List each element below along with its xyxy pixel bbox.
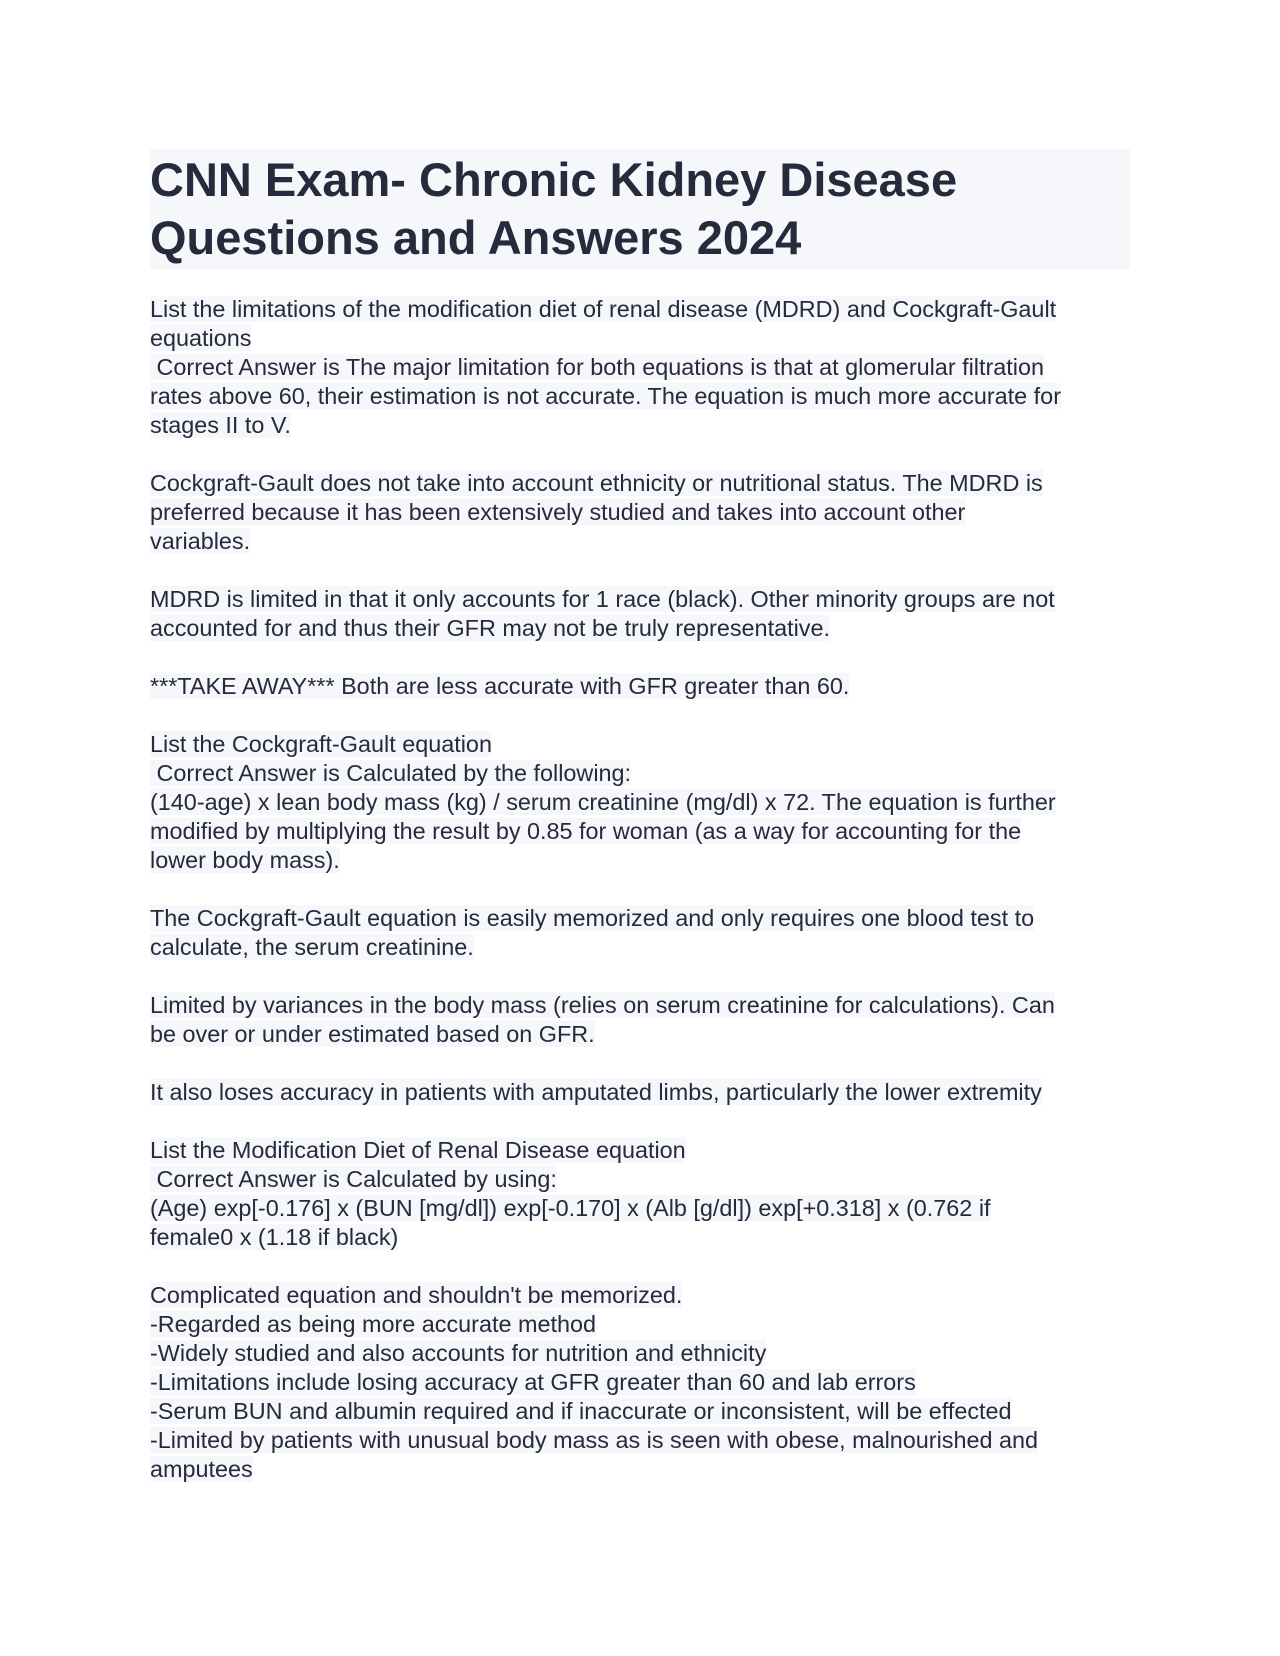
text-line xyxy=(150,1339,1130,1368)
text-line xyxy=(150,353,1130,382)
text-line xyxy=(150,1136,1130,1165)
text-line xyxy=(150,1194,1130,1223)
text-line-content: (140-age) x lean body mass (kg) / serum creatinine (mg/dl) x 72. The equation is further xyxy=(150,789,1056,815)
text-line-content: preferred because it has been extensively studied and takes into account other xyxy=(150,499,966,525)
text-line xyxy=(150,759,1130,788)
text-line xyxy=(150,1078,1130,1107)
text-line-content: -Widely studied and also accounts for nutrition and ethnicity xyxy=(150,1340,767,1366)
text-line xyxy=(150,1281,1130,1310)
text-line xyxy=(150,498,1130,527)
text-line-content: (Age) exp[-0.176] x (BUN [mg/dl]) exp[-0.170] x (Alb [g/dl]) exp[+0.318] x (0.762 if xyxy=(150,1195,991,1221)
paragraph xyxy=(150,991,1130,1049)
text-line-content: Correct Answer is Calculated by using: xyxy=(150,1166,557,1192)
paragraph xyxy=(150,904,1130,962)
text-line-content: -Regarded as being more accurate method xyxy=(150,1311,596,1337)
text-line xyxy=(150,1310,1130,1339)
paragraph xyxy=(150,1136,1130,1252)
document-page xyxy=(150,149,1130,1484)
title-line: Questions and Answers 2024 xyxy=(150,211,802,264)
paragraph xyxy=(150,730,1130,875)
paragraph xyxy=(150,1281,1130,1484)
text-line-content: calculate, the serum creatinine. xyxy=(150,934,474,960)
text-line xyxy=(150,1223,1130,1252)
text-line-content: lower body mass). xyxy=(150,847,340,873)
text-line-content: ***TAKE AWAY*** Both are less accurate with GFR greater than 60. xyxy=(150,673,850,699)
text-line xyxy=(150,585,1130,614)
text-line-content: List the limitations of the modification diet of renal disease (MDRD) and Cockgraft-Gault xyxy=(150,296,1057,322)
text-line-content: The Cockgraft-Gault equation is easily memorized and only requires one blood test to xyxy=(150,905,1035,931)
text-line-content: rates above 60, their estimation is not accurate. The equation is much more accurate for xyxy=(150,383,1061,409)
text-line xyxy=(150,817,1130,846)
text-line-content: Correct Answer is The major limitation for both equations is that at glomerular filtration xyxy=(150,354,1045,380)
title-line: CNN Exam- Chronic Kidney Disease xyxy=(150,153,958,206)
text-line-content: be over or under estimated based on GFR. xyxy=(150,1021,595,1047)
text-line xyxy=(150,527,1130,556)
text-line-content: Correct Answer is Calculated by the following: xyxy=(150,760,632,786)
text-line-content: -Serum BUN and albumin required and if inaccurate or inconsistent, will be effected xyxy=(150,1398,1012,1424)
text-line-content: List the Modification Diet of Renal Disease equation xyxy=(150,1137,686,1163)
page-title xyxy=(150,151,1130,267)
paragraph xyxy=(150,469,1130,556)
text-line xyxy=(150,1020,1130,1049)
text-line xyxy=(150,295,1130,324)
text-line xyxy=(150,1165,1130,1194)
text-line-content: modified by multiplying the result by 0.85 for woman (as a way for accounting for the xyxy=(150,818,1022,844)
text-line-content: stages II to V. xyxy=(150,412,291,438)
text-line xyxy=(150,991,1130,1020)
text-line xyxy=(150,1455,1130,1484)
text-line-content: Cockgraft-Gault does not take into account ethnicity or nutritional status. The MDRD is xyxy=(150,470,1043,496)
text-line-content: amputees xyxy=(150,1456,253,1482)
paragraph xyxy=(150,585,1130,643)
text-line-content: Complicated equation and shouldn't be memorized. xyxy=(150,1282,683,1308)
text-line xyxy=(150,672,1130,701)
text-line-content: accounted for and thus their GFR may not be truly representative. xyxy=(150,615,830,641)
text-line xyxy=(150,1368,1130,1397)
text-line xyxy=(150,411,1130,440)
text-line xyxy=(150,788,1130,817)
title-block xyxy=(150,149,1130,269)
text-line xyxy=(150,730,1130,759)
text-line xyxy=(150,614,1130,643)
text-line xyxy=(150,846,1130,875)
text-line-content: equations xyxy=(150,325,252,351)
text-line-content: female0 x (1.18 if black) xyxy=(150,1224,399,1250)
text-line xyxy=(150,382,1130,411)
document-body xyxy=(150,295,1130,1484)
text-line-content: Limited by variances in the body mass (relies on serum creatinine for calculations). Can xyxy=(150,992,1055,1018)
paragraph xyxy=(150,1078,1130,1107)
paragraph xyxy=(150,672,1130,701)
text-line-content: List the Cockgraft-Gault equation xyxy=(150,731,492,757)
paragraph xyxy=(150,295,1130,440)
text-line-content: It also loses accuracy in patients with amputated limbs, particularly the lower extremity xyxy=(150,1079,1042,1105)
text-line xyxy=(150,933,1130,962)
text-line-content: -Limited by patients with unusual body mass as is seen with obese, malnourished and xyxy=(150,1427,1039,1453)
text-line xyxy=(150,324,1130,353)
text-line xyxy=(150,1397,1130,1426)
text-line-content: MDRD is limited in that it only accounts for 1 race (black). Other minority groups are not xyxy=(150,586,1055,612)
text-line xyxy=(150,1426,1130,1455)
text-line-content: variables. xyxy=(150,528,251,554)
text-line xyxy=(150,469,1130,498)
text-line-content: -Limitations include losing accuracy at GFR greater than 60 and lab errors xyxy=(150,1369,916,1395)
text-line xyxy=(150,904,1130,933)
